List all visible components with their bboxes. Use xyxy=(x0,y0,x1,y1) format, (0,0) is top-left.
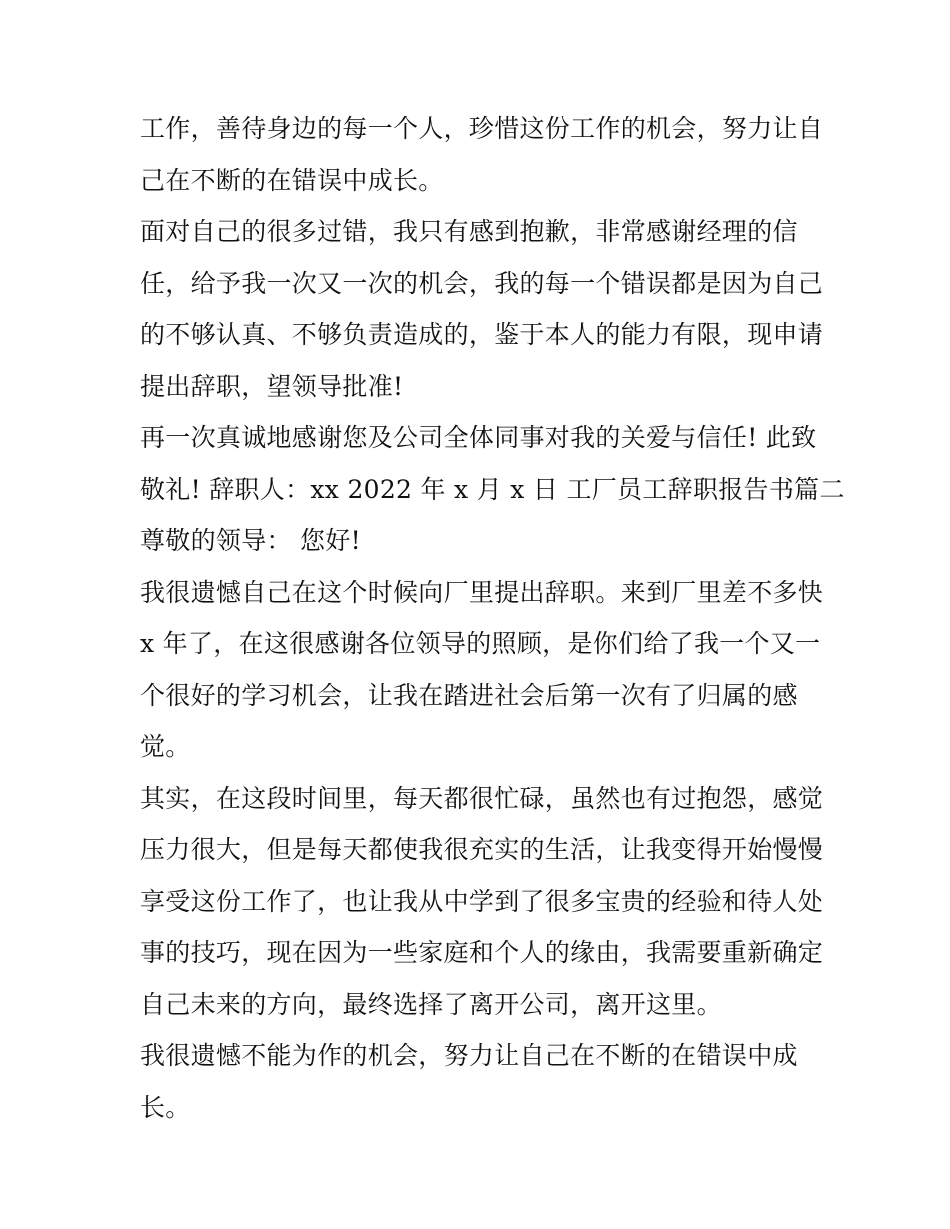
text-line: 享受这份工作了，也让我从中学到了很多宝贵的经验和待人处 xyxy=(140,886,824,916)
text-line: 我很遗憾自己在这个时候向厂里提出辞职。来到厂里差不多快 xyxy=(140,577,824,607)
text-line: 我很遗憾不能为作的机会，努力让自己在不断的在错误中成 xyxy=(140,1041,798,1070)
text-line: 压力很大，但是每天都使我很充实的生活，让我变得开始慢慢 xyxy=(140,835,824,864)
document-body xyxy=(140,103,845,1133)
text-line: 自己未来的方向，最终选择了离开公司，离开这里。 xyxy=(140,989,722,1019)
text-line: 再一次真诚地感谢您及公司全体同事对我的关爱与信任! 此致 xyxy=(140,423,817,452)
text-line: 面对自己的很多过错，我只有感到抱歉，非常感谢经理的信 xyxy=(140,217,798,246)
text-line: 己在不断的在错误中成长。 xyxy=(140,165,444,195)
text-line: 的不够认真、不够负责造成的，鉴于本人的能力有限，现申请 xyxy=(140,320,824,349)
text-line: 尊敬的领导： 您好! xyxy=(140,526,361,555)
text-line: 长。 xyxy=(140,1092,191,1122)
text-line: 个很好的学习机会，让我在踏进社会后第一次有了归属的感 xyxy=(140,680,798,710)
text-line: 其实，在这段时间里，每天都很忙碌，虽然也有过抱怨，感觉 xyxy=(140,783,824,813)
text-line: 任，给予我一次又一次的机会，我的每一个错误都是因为自己 xyxy=(140,268,824,298)
text-line: 觉。 xyxy=(140,732,191,761)
text-line: 工作，善待身边的每一个人，珍惜这份工作的机会，努力让自 xyxy=(140,114,824,143)
text-line: 敬礼! 辞职人：xx 2022 年 x 月 x 日 工厂员工辞职报告书篇二 xyxy=(140,474,845,504)
text-line: 提出辞职，望领导批准! xyxy=(140,371,404,401)
text-line: x 年了，在这很感谢各位领导的照顾，是你们给了我一个又一 xyxy=(140,629,821,658)
text-line: 事的技巧，现在因为一些家庭和个人的缘由，我需要重新确定 xyxy=(140,938,824,967)
